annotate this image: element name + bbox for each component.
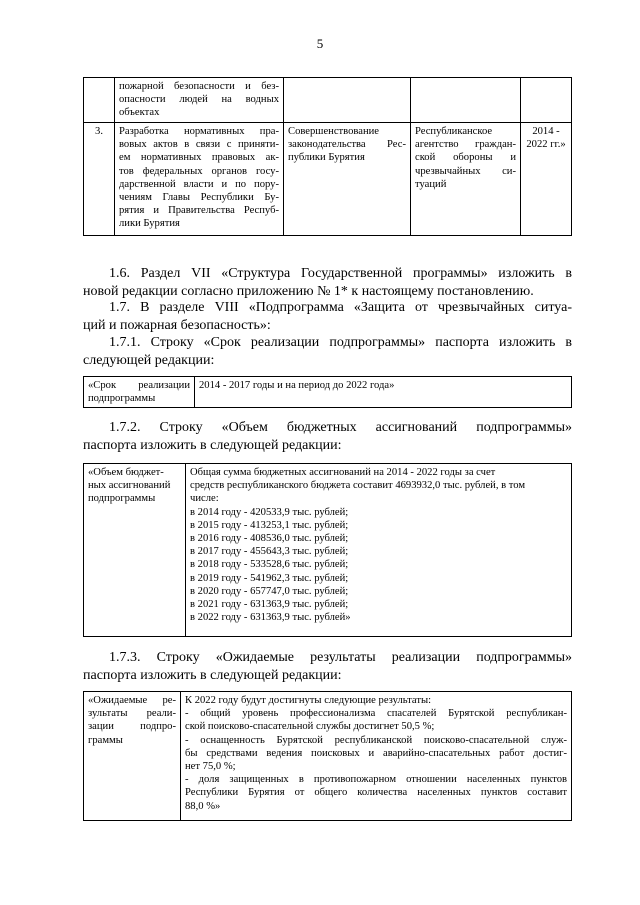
paragraph-1-7-2: 1.7.2. Строку «Объем бюджетных ассигнований подпрограммы» паспорта изложить в следующей редакции:: [83, 420, 572, 453]
paragraph-1-7-3: 1.7.3. Строку «Ожидаемые результаты реализации подпрограммы» паспорта изложить в следующей редакции:: [83, 650, 572, 683]
table-row: [84, 377, 572, 408]
year-amount-line: в 2017 году - 455643,3 тыс. рублей;: [190, 546, 349, 558]
result-cell: [284, 78, 411, 123]
row-number-cell: [84, 78, 115, 123]
row-value-cell: К 2022 году будут достигнуты следующие результаты: - общий уровень профессионализма спасателей Бурятской республикан- ской поисково-спасательной службы достигнет 50,5 %; - оснащенность Бурятской республиканской поисково-спасательной служ- бы средствами ведения поисковых и аварийно-спасательных работ достиг- нет 75,0 %; - доля защищенных в противопожарном отношении населенных пунктов Республики Бурятия от общего количества населенных пунктов составит 88,0 %»: [181, 692, 572, 821]
period-cell: 2014 - 2022 гг.»: [521, 123, 572, 236]
row-value-cell: Общая сумма бюджетных ассигнований на 2014 - 2022 годы за счет средств республиканского бюджета составит 4693932,0 тыс. рублей, в том числе: в 2014 году - 420533,9 тыс. рублей; в 2015 году - 413253,1 тыс. рублей; в 2016 году - 408536,0 тыс. рублей; в 2017 году - 455643,3 тыс. рублей; в 2018 году - 533528,6 тыс. рублей; в 2019 году - 541962,3 тыс. рублей; в 2020 году - 657747,0 тыс. рублей; в 2021 году - 631363,9 тыс. рублей; в 2022 году - 631363,9 тыс. рублей»: [186, 464, 572, 637]
year-amount-line: в 2014 году - 420533,9 тыс. рублей;: [190, 506, 349, 518]
year-amount-line: в 2021 году - 631363,9 тыс. рублей;: [190, 599, 349, 611]
row-label-cell: «Срок реализации подпрограммы: [84, 377, 195, 408]
table-row: [84, 123, 572, 236]
table-row: [84, 464, 572, 637]
year-amount-line: в 2018 году - 533528,6 тыс. рублей;: [190, 559, 349, 571]
measures-table: [83, 77, 572, 236]
period-cell: [521, 78, 572, 123]
period-table: [83, 376, 572, 408]
table-row: [84, 692, 572, 821]
table-row: [84, 78, 572, 123]
row-value-cell: 2014 - 2017 годы и на период до 2022 года»: [195, 377, 572, 408]
paragraph-1-7-1: 1.7.1. Строку «Срок реализации подпрограммы» паспорта изложить в следующей редакции:: [83, 335, 572, 368]
budget-table: [83, 463, 572, 637]
expected-results-table: [83, 691, 572, 821]
page-number: 5: [316, 36, 324, 51]
row-number-cell: 3.: [84, 123, 115, 236]
year-amount-line: в 2020 году - 657747,0 тыс. рублей;: [190, 585, 349, 597]
measure-name-cell: пожарной безопасности и без- опасности людей на водных объектах: [115, 78, 284, 123]
row-label-cell: «Ожидаемые ре- зультаты реали- зации подпро- граммы: [84, 692, 181, 821]
measure-name-cell: Разработка нормативных пра- вовых актов в связи с приняти- ем нормативных правовых ак- тов федеральных органов госу- дарственной власти и по пору- чениям Главы Республики Бу- рятия и Правительства Респуб- лики Бурятия: [115, 123, 284, 236]
result-cell: Совершенствование законодательства Рес- публики Бурятия: [284, 123, 411, 236]
row-label-cell: «Объем бюджет- ных ассигнований подпрограммы: [84, 464, 186, 637]
year-amount-line: в 2015 году - 413253,1 тыс. рублей;: [190, 519, 349, 531]
paragraph-1-6: 1.6. Раздел VII «Структура Государственной программы» изложить в новой редакции согласно приложению № 1* к настоящему постановлению.: [83, 266, 572, 299]
year-amount-line: в 2016 году - 408536,0 тыс. рублей;: [190, 533, 349, 545]
paragraph-1-7: 1.7. В разделе VIII «Подпрограмма «Защита от чрезвычайных ситуа- ций и пожарная безопасность»:: [83, 300, 572, 333]
executor-cell: Республиканское агентство граждан- ской обороны и чрезвычайных си- туаций: [411, 123, 521, 236]
executor-cell: [411, 78, 521, 123]
year-amount-line: в 2019 году - 541962,3 тыс. рублей;: [190, 572, 349, 584]
year-amount-line: в 2022 году - 631363,9 тыс. рублей»: [190, 612, 351, 624]
